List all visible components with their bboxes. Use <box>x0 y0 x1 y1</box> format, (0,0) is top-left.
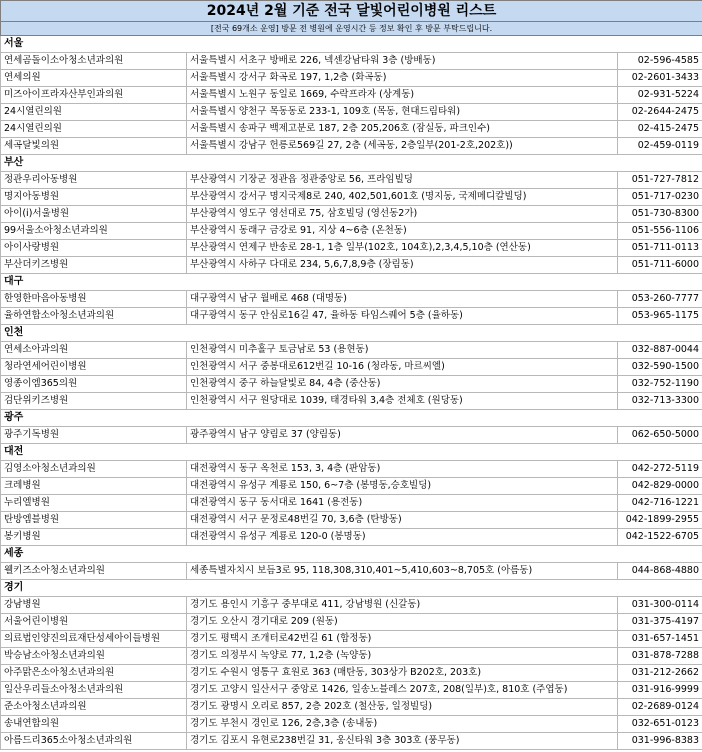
hospital-address-cell: 부산광역시 영도구 영선대로 75, 삼호빌딩 (영선동2가) <box>187 206 618 223</box>
hospital-name-cell: 아름드리365소아청소년과의원 <box>1 733 187 750</box>
region-header-row <box>1 274 702 291</box>
hospital-phone-cell: 02-596-4585 <box>618 53 702 70</box>
hospital-address-cell: 인천광역시 서구 원당대로 1039, 태경타워 3,4층 전체호 (원당동) <box>187 393 618 410</box>
region-header-row <box>1 36 702 53</box>
hospital-address-cell: 경기도 용인시 기흥구 중부대로 411, 강남병원 (신갈동) <box>187 597 618 614</box>
hospital-row <box>1 427 702 444</box>
hospital-row <box>1 257 702 274</box>
hospital-row <box>1 716 702 733</box>
hospital-row <box>1 614 702 631</box>
hospital-address-cell: 경기도 의정부시 녹양로 77, 1,2층 (녹양동) <box>187 648 618 665</box>
hospital-row <box>1 104 702 121</box>
hospital-phone-cell: 042-829-0000 <box>618 478 702 495</box>
hospital-address-cell: 대전광역시 동구 옥천로 153, 3, 4층 (판암동) <box>187 461 618 478</box>
hospital-row <box>1 87 702 104</box>
hospital-row <box>1 291 702 308</box>
hospital-row <box>1 512 702 529</box>
hospital-row <box>1 597 702 614</box>
hospital-row <box>1 648 702 665</box>
region-header-row <box>1 155 702 172</box>
hospital-address-cell: 인천광역시 서구 중봉대로612번길 10-16 (청라동, 마르씨엘) <box>187 359 618 376</box>
hospital-row <box>1 189 702 206</box>
hospital-name-cell: 박승남소아청소년과의원 <box>1 648 187 665</box>
region-name: 대구 <box>1 274 702 291</box>
hospital-row <box>1 682 702 699</box>
hospital-name-cell: 아이사랑병원 <box>1 240 187 257</box>
hospital-phone-cell: 031-996-8383 <box>618 733 702 750</box>
hospital-row <box>1 699 702 716</box>
hospital-name-cell: 청라연세어린이병원 <box>1 359 187 376</box>
hospital-row <box>1 172 702 189</box>
hospital-name-cell: 일산우리들소아청소년과의원 <box>1 682 187 699</box>
hospital-address-cell: 세종특별자치시 보듬3로 95, 118,308,310,401~5,410,603~8,705호 (아름동) <box>187 563 618 580</box>
hospital-phone-cell: 02-2689-0124 <box>618 699 702 716</box>
hospital-row <box>1 478 702 495</box>
hospital-name-cell: 미즈아이프라자산부인과의원 <box>1 87 187 104</box>
hospital-name-cell: 준소아청소년과의원 <box>1 699 187 716</box>
hospital-phone-cell: 053-965-1175 <box>618 308 702 325</box>
hospital-name-cell: 정관우리아동병원 <box>1 172 187 189</box>
hospital-name-cell: 한영한마음아동병원 <box>1 291 187 308</box>
hospital-address-cell: 대전광역시 동구 동서대로 1641 (용전동) <box>187 495 618 512</box>
hospital-name-cell: 율하연합소아청소년과의원 <box>1 308 187 325</box>
hospital-name-cell: 웰키즈소아청소년과의원 <box>1 563 187 580</box>
hospital-name-cell: 99서울소아청소년과의원 <box>1 223 187 240</box>
hospital-address-cell: 부산광역시 동래구 금강로 91, 지상 4~6층 (온천동) <box>187 223 618 240</box>
hospital-name-cell: 24시열린의원 <box>1 104 187 121</box>
hospital-name-cell: 봉키병원 <box>1 529 187 546</box>
region-name: 경기 <box>1 580 702 597</box>
hospital-name-cell: 영종이엠365의원 <box>1 376 187 393</box>
hospital-phone-cell: 053-260-7777 <box>618 291 702 308</box>
hospital-name-cell: 연세곰돌이소아청소년과의원 <box>1 53 187 70</box>
hospital-name-cell: 의료법인양진의료재단성세아이들병원 <box>1 631 187 648</box>
hospital-phone-cell: 051-711-0113 <box>618 240 702 257</box>
hospital-name-cell: 광주기독병원 <box>1 427 187 444</box>
hospital-address-cell: 대전광역시 유성구 계룡로 150, 6~7층 (봉명동,승호빌딩) <box>187 478 618 495</box>
region-header-row <box>1 325 702 342</box>
hospital-row <box>1 223 702 240</box>
hospital-name-cell: 누리엘병원 <box>1 495 187 512</box>
hospital-row <box>1 563 702 580</box>
hospital-name-cell: 명지아동병원 <box>1 189 187 206</box>
hospital-name-cell: 세곡달빛의원 <box>1 138 187 155</box>
hospital-name-cell: 탄방엠블병원 <box>1 512 187 529</box>
hospital-row <box>1 495 702 512</box>
hospital-row <box>1 665 702 682</box>
title-row <box>1 1 702 22</box>
hospital-phone-cell: 032-752-1190 <box>618 376 702 393</box>
hospital-phone-cell: 031-657-1451 <box>618 631 702 648</box>
hospital-address-cell: 대전광역시 유성구 계룡로 120-0 (봉명동) <box>187 529 618 546</box>
region-header-row <box>1 580 702 597</box>
hospital-row <box>1 53 702 70</box>
hospital-phone-cell: 051-717-0230 <box>618 189 702 206</box>
note-row <box>1 22 702 36</box>
hospital-name-cell: 연세의원 <box>1 70 187 87</box>
hospital-address-cell: 대구광역시 동구 안심로16길 47, 율하동 타임스퀘어 5층 (율하동) <box>187 308 618 325</box>
hospital-row <box>1 308 702 325</box>
hospital-name-cell: 서울어린이병원 <box>1 614 187 631</box>
hospital-phone-cell: 051-730-8300 <box>618 206 702 223</box>
hospital-phone-cell: 031-916-9999 <box>618 682 702 699</box>
region-name: 부산 <box>1 155 702 172</box>
hospital-name-cell: 아이(i)서울병원 <box>1 206 187 223</box>
region-name: 세종 <box>1 546 702 563</box>
hospital-phone-cell: 032-887-0044 <box>618 342 702 359</box>
hospital-address-cell: 경기도 평택시 조개터로42번길 61 (합정동) <box>187 631 618 648</box>
hospital-address-cell: 부산광역시 사하구 다대로 234, 5,6,7,8,9층 (장림동) <box>187 257 618 274</box>
hospital-address-cell: 서울특별시 송파구 백제고분로 187, 2층 205,206호 (잠실동, 파크인수) <box>187 121 618 138</box>
hospital-name-cell: 검단위키즈병원 <box>1 393 187 410</box>
hospital-name-cell: 부산더키즈병원 <box>1 257 187 274</box>
hospital-phone-cell: 042-1522-6705 <box>618 529 702 546</box>
hospital-phone-cell: 051-556-1106 <box>618 223 702 240</box>
region-name: 인천 <box>1 325 702 342</box>
hospital-phone-cell: 032-713-3300 <box>618 393 702 410</box>
hospital-row <box>1 359 702 376</box>
hospital-phone-cell: 042-716-1221 <box>618 495 702 512</box>
hospital-name-cell: 김영소아청소년과의원 <box>1 461 187 478</box>
hospital-address-cell: 광주광역시 남구 양림로 37 (양림동) <box>187 427 618 444</box>
hospital-phone-cell: 042-1899-2955 <box>618 512 702 529</box>
hospital-name-cell: 연세소아과의원 <box>1 342 187 359</box>
hospital-name-cell: 아주맑은소아청소년과의원 <box>1 665 187 682</box>
hospital-address-cell: 경기도 광명시 오리로 857, 2층 202호 (철산동, 일정빌딩) <box>187 699 618 716</box>
hospital-address-cell: 부산광역시 기장군 정관읍 정관중앙로 56, 프라임빌딩 <box>187 172 618 189</box>
hospital-address-cell: 대구광역시 남구 월배로 468 (대명동) <box>187 291 618 308</box>
hospital-address-cell: 경기도 부천시 경인로 126, 2층,3층 (송내동) <box>187 716 618 733</box>
hospital-address-cell: 경기도 오산시 경기대로 209 (원동) <box>187 614 618 631</box>
hospital-row <box>1 631 702 648</box>
hospital-name-cell: 크레병원 <box>1 478 187 495</box>
hospital-row <box>1 376 702 393</box>
hospital-name-cell: 강남병원 <box>1 597 187 614</box>
hospital-phone-cell: 031-300-0114 <box>618 597 702 614</box>
hospital-phone-cell: 031-375-4197 <box>618 614 702 631</box>
hospital-name-cell: 24시열린의원 <box>1 121 187 138</box>
hospital-phone-cell: 042-272-5119 <box>618 461 702 478</box>
region-header-row <box>1 410 702 427</box>
region-header-row <box>1 444 702 461</box>
hospital-phone-cell: 032-590-1500 <box>618 359 702 376</box>
hospital-phone-cell: 051-711-6000 <box>618 257 702 274</box>
hospital-address-cell: 서울특별시 강서구 화곡로 197, 1,2층 (화곡동) <box>187 70 618 87</box>
hospital-address-cell: 경기도 김포시 유현로238번길 31, 웅신타워 3층 303호 (풍무동) <box>187 733 618 750</box>
hospital-row <box>1 733 702 750</box>
hospital-phone-cell: 044-868-4880 <box>618 563 702 580</box>
hospital-phone-cell: 051-727-7812 <box>618 172 702 189</box>
hospital-row <box>1 121 702 138</box>
hospital-phone-cell: 02-415-2475 <box>618 121 702 138</box>
hospital-phone-cell: 032-651-0123 <box>618 716 702 733</box>
hospital-address-cell: 대전광역시 서구 문정로48번길 70, 3,6층 (탄방동) <box>187 512 618 529</box>
region-name: 광주 <box>1 410 702 427</box>
hospital-address-cell: 서울특별시 강남구 헌릉로569길 27, 2층 (세곡동, 2층일부(201-2호,202호)) <box>187 138 618 155</box>
hospital-phone-cell: 062-650-5000 <box>618 427 702 444</box>
hospital-phone-cell: 02-459-0119 <box>618 138 702 155</box>
hospital-row <box>1 529 702 546</box>
hospital-phone-cell: 02-2644-2475 <box>618 104 702 121</box>
hospital-phone-cell: 031-212-2662 <box>618 665 702 682</box>
hospital-phone-cell: 02-2601-3433 <box>618 70 702 87</box>
region-name: 서울 <box>1 36 702 53</box>
hospital-address-cell: 경기도 수원시 영통구 효원로 363 (매탄동, 303상가 B202호, 203호) <box>187 665 618 682</box>
hospital-phone-cell: 031-878-7288 <box>618 648 702 665</box>
sheet-title: 2024년 2월 기준 전국 달빛어린이병원 리스트 <box>1 1 702 22</box>
hospital-row <box>1 138 702 155</box>
hospital-address-cell: 서울특별시 노원구 동일로 1669, 수락프라자 (상계동) <box>187 87 618 104</box>
hospital-address-cell: 부산광역시 강서구 명지국제8로 240, 402,501,601호 (명지동, 국제메디칼빌딩) <box>187 189 618 206</box>
hospital-address-cell: 서울특별시 양천구 목동동로 233-1, 109호 (목동, 현대드림타워) <box>187 104 618 121</box>
region-header-row <box>1 546 702 563</box>
hospital-phone-cell: 02-931-5224 <box>618 87 702 104</box>
hospital-row <box>1 342 702 359</box>
hospital-address-cell: 인천광역시 미추홀구 토금남로 53 (용현동) <box>187 342 618 359</box>
hospital-address-cell: 부산광역시 연제구 반송로 28-1, 1층 일부(102호, 104호),2,3,4,5,10층 (연산동) <box>187 240 618 257</box>
hospital-row <box>1 70 702 87</box>
hospital-address-cell: 서울특별시 서초구 방배로 226, 넥센강남타워 3층 (방배동) <box>187 53 618 70</box>
hospital-name-cell: 송내연합의원 <box>1 716 187 733</box>
sheet-note: [전국 69개소 운영] 방문 전 병원에 운영시간 등 정보 확인 후 방문 부탁드립니다. <box>1 22 702 36</box>
hospital-address-cell: 인천광역시 중구 하늘달빛로 84, 4층 (중산동) <box>187 376 618 393</box>
hospital-row <box>1 461 702 478</box>
hospital-address-cell: 경기도 고양시 일산서구 중앙로 1426, 일송노블레스 207호, 208(일부)호, 810호 (주엽동) <box>187 682 618 699</box>
hospital-row <box>1 393 702 410</box>
region-name: 대전 <box>1 444 702 461</box>
hospital-row <box>1 240 702 257</box>
hospital-row <box>1 206 702 223</box>
